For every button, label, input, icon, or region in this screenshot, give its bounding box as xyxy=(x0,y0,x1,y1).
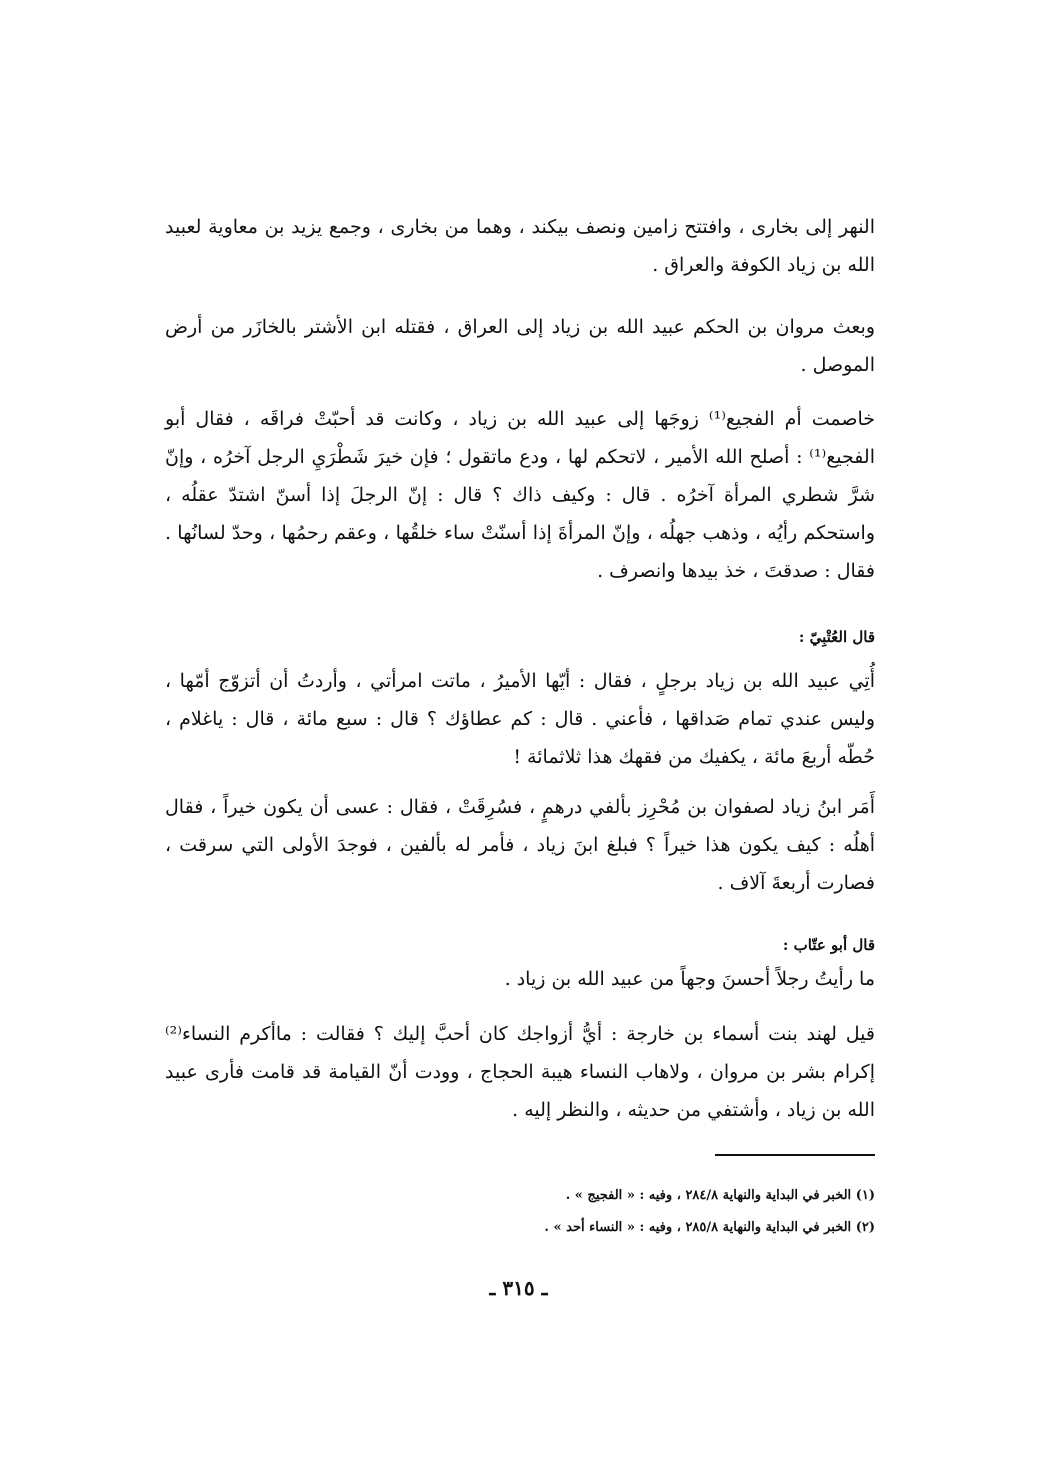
paragraph-hind: قيل لهند بنت أسماء بن خارجة : أيُّ أزواجك كان أحبَّ إليك ؟ فقالت : ماأكرم النساء⁽²⁾ إكرام بشر بن مروان ، ولاهاب النساء هيبة الحجاج ، وودت أنّ القيامة قد قامت فأرى عبيد الله بن زياد ، وأشتفي من حديثه ، والنظر إليه . xyxy=(165,1023,875,1121)
paragraph-umm-fujay: خاصمت أم الفجيع⁽¹⁾ زوجَها إلى عبيد الله بن زياد ، وكانت قد أحبّتْ فراقَه ، فقال أبو الفجيع⁽¹⁾ : أصلح الله الأمير ، لاتحكم لها ، ودع ماتقول ؛ فإن خيرَ شَطْرَيِ الرجل آخرُه ، وإنّ شرَّ شطري المرأة آخرُه . قال : وكيف ذاك ؟ قال : إنّ الرجلَ إذا أسنّ اشتدّ عقلُه ، واستحكم رأيُه ، وذهب جهلُه ، وإنّ المرأةَ إذا أسنّتْ ساء خلقُها ، وعقم رحمُها ، وحدّ لسانُها . فقال : صدقتَ ، خذ بيدها وانصرف . xyxy=(165,408,876,582)
paragraph-abu-attab: ما رأيتُ رجلاً أحسنَ وجهاً من عبيد الله بن زياد . xyxy=(504,968,875,990)
paragraph-marwan: وبعث مروان بن الحكم عبيد الله بن زياد إلى العراق ، فقتله ابن الأشتر بالخازَر من أرض الموصل . xyxy=(165,316,875,376)
paragraph-bukhara: النهر إلى بخارى ، وافتتح زامين ونصف بيكند ، وهما من بخارى ، وجمع يزيد بن معاوية لعبيد الله بن زياد الكوفة والعراق . xyxy=(165,216,875,276)
paragraph-utbi: أُتِي عبيد الله بن زياد برجلٍ ، فقال : أيّها الأميرُ ، ماتت امرأتي ، وأردتُ أن أتزوّج أمّها ، وليس عندي تمام صَداقها ، فأعني . قال : كم عطاؤك ؟ قال : سبع مائة ، قال : ياغلام ، حُطّه أربعَ مائة ، يكفيك من فقهك هذا ثلاثمائة ! xyxy=(165,670,875,768)
page-number: ـ ٣١٥ ـ xyxy=(489,1276,548,1300)
footnote-2: (٢) الخبر في البداية والنهاية ٢٨٥/٨ ، وفيه : « النساء أحد » . xyxy=(544,1220,875,1235)
heading-abu-attab: قال أبو عتّاب : xyxy=(782,936,875,954)
footnote-1: (١) الخبر في البداية والنهاية ٢٨٤/٨ ، وفيه : « الفجيج » . xyxy=(565,1188,875,1203)
footnote-separator xyxy=(715,1154,875,1156)
paragraph-safwan: أَمَر ابنُ زياد لصفوان بن مُحْرِز بألفي درهمٍ ، فسُرِقَتْ ، فقال : عسى أن يكون خيراً ، فقال أهلُه : كيف يكون هذا خيراً ؟ فبلغ ابنَ زياد ، فأمر له بألفين ، فوجدَ الأولى التي سرقت ، فصارت أربعةَ آلاف . xyxy=(165,796,875,894)
heading-utbi: قال العُتْبِيّ : xyxy=(798,628,875,646)
